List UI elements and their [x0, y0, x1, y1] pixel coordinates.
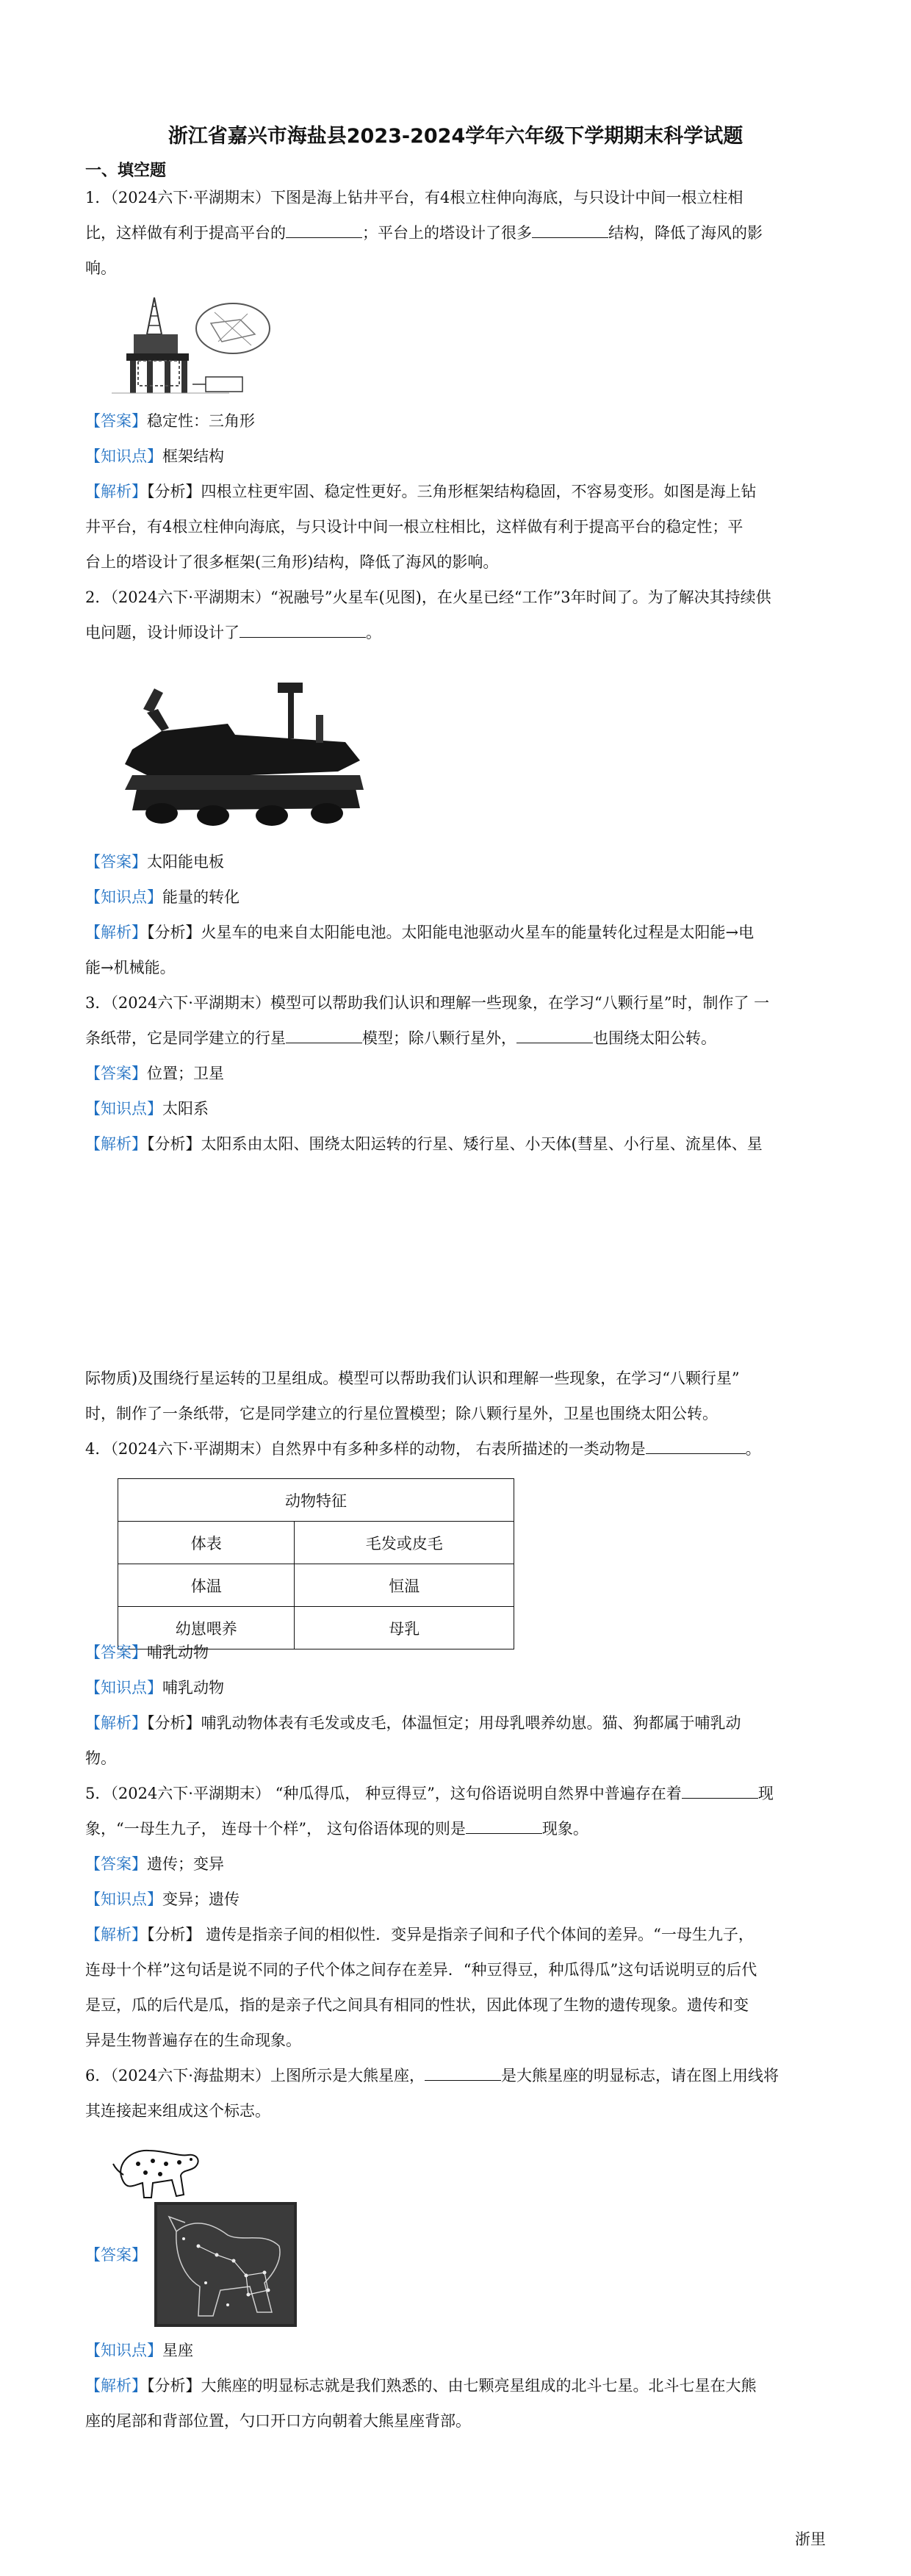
q1-answer: 【答案】稳定性：三角形: [85, 412, 255, 430]
q2-text: 2．（2024六下·平湖期末）“祝融号”火星车(见图)，在火星已经“工作”3年时间了。为了解决其持续供: [85, 589, 771, 606]
q6-point: 【知识点】星座: [85, 2342, 193, 2359]
q6-blank[interactable]: [425, 2064, 501, 2081]
q6-text-2: 其连接起来组成这个标志。: [85, 2102, 270, 2120]
q3-answer: 【答案】位置；卫星: [85, 1065, 224, 1082]
q2-point: 【知识点】能量的转化: [85, 888, 240, 906]
q4-answer: 【答案】哺乳动物: [85, 1644, 209, 1661]
q5-blank-1[interactable]: [682, 1782, 758, 1799]
q2-text-2: 电问题，设计师设计了 。: [85, 621, 826, 644]
q4-analysis-2: 物。: [85, 1749, 116, 1767]
q3-text: 3．（2024六下·平湖期末）模型可以帮助我们认识和理解一些现象，在学习“八颗行星”时，制作了 一: [85, 994, 770, 1012]
q3-blank-2[interactable]: [516, 1026, 593, 1043]
q1-text-2: 比，这样做有利于提高平台的 ；平台上的塔设计了很多 结构，降低了海风的影: [85, 221, 826, 245]
q6-analysis-2: 座的尾部和背部位置，勺口开口方向朝着大熊星座背部。: [85, 2412, 471, 2430]
q2-blank[interactable]: [240, 621, 366, 638]
table-row: 体表 毛发或皮毛: [118, 1522, 514, 1564]
q3-analysis: 【解析】【分析】太阳系由太阳、围绕太阳运转的行星、矮行星、小天体(彗星、小行星、流星体、星: [85, 1135, 763, 1153]
q2-answer: 【答案】太阳能电板: [85, 853, 224, 871]
q5-blank-2[interactable]: [466, 1817, 542, 1834]
mars-rover-image: [118, 680, 367, 830]
q5-analysis-3: 是豆，瓜的后代是瓜，指的是亲子代之间具有相同的性状，因此体现了生物的遗传现象。遗传和变: [85, 1996, 749, 2014]
q3-blank-1[interactable]: [286, 1026, 362, 1043]
q5-text-2: 象，“一母生九子， 连母十个样”， 这句俗语体现的则是 现象。: [85, 1817, 826, 1841]
q5-answer: 【答案】遗传；变异: [85, 1855, 224, 1873]
q6-analysis: 【解析】【分析】大熊座的明显标志就是我们熟悉的、由七颗亮星组成的北斗七星。北斗七星在大熊: [85, 2377, 757, 2395]
q5-analysis-4: 异是生物普遍存在的生命现象。: [85, 2032, 301, 2049]
q4-text: 4．（2024六下·平湖期末）自然界中有多种多样的动物， 右表所描述的一类动物是 。: [85, 1437, 826, 1461]
q5-point: 【知识点】变异；遗传: [85, 1890, 240, 1908]
q5-text: 5．（2024六下·平湖期末） “种瓜得瓜， 种豆得豆”，这句俗语说明自然界中普遍存在着 现: [85, 1782, 826, 1805]
q1-point: 【知识点】框架结构: [85, 447, 224, 465]
page-title: 浙江省嘉兴市海盐县2023-2024学年六年级下学期期末科学试题: [168, 125, 743, 148]
table-row: 幼崽喂养 母乳: [118, 1607, 514, 1649]
q4-point: 【知识点】哺乳动物: [85, 1679, 224, 1697]
bear-drawing-image: [109, 2134, 206, 2205]
table-row: 体温 恒温: [118, 1564, 514, 1607]
page-footer: 浙里: [795, 2530, 826, 2548]
q1-analysis-3: 台上的塔设计了很多框架(三角形)结构，降低了海风的影响。: [85, 553, 499, 571]
q5-analysis: 【解析】【分析】 遗传是指亲子间的相似性．变异是指亲子间和子代个体间的差异。“一母生九子，: [85, 1926, 754, 1943]
q5-analysis-2: 连母十个样”这句话是说不同的子代个体之间存在差异．“种豆得豆，种瓜得瓜”这句话说明豆的后代: [85, 1961, 757, 1979]
animal-features-table: [118, 1478, 514, 1649]
q6-answer-label: 【答案】: [85, 2246, 147, 2264]
table-header: 动物特征: [118, 1479, 514, 1522]
q4-blank[interactable]: [646, 1437, 746, 1454]
q1-analysis: 【解析】【分析】四根立柱更牢固、稳定性更好。三角形框架结构稳固，不容易变形。如图是海上钻: [85, 483, 757, 500]
q3-analysis-2: 际物质)及围绕行星运转的卫星组成。模型可以帮助我们认识和理解一些现象，在学习“八颗行星”: [85, 1370, 740, 1387]
q1-text: 1．（2024六下·平湖期末）下图是海上钻井平台，有4根立柱伸向海底，与只设计中间一根立柱相: [85, 189, 743, 206]
q1-blank-2[interactable]: [532, 221, 608, 238]
oil-platform-image: [112, 290, 275, 400]
q2-analysis: 【解析】【分析】火星车的电来自太阳能电池。太阳能电池驱动火星车的能量转化过程是太阳能→电: [85, 924, 755, 941]
q1-text-3: 响。: [85, 259, 116, 277]
section-heading: 一、填空题: [85, 162, 167, 180]
q1-blank-1[interactable]: [286, 221, 362, 238]
q4-analysis: 【解析】【分析】哺乳动物体表有毛发或皮毛，体温恒定；用母乳喂养幼崽。猫、狗都属于哺乳动: [85, 1714, 741, 1732]
q2-analysis-2: 能→机械能。: [85, 959, 176, 976]
q3-point: 【知识点】太阳系: [85, 1100, 209, 1118]
q3-text-2: 条纸带，它是同学建立的行星 模型；除八颗行星外， 也围绕太阳公转。: [85, 1026, 826, 1050]
q6-text: 6．（2024六下·海盐期末）上图所示是大熊星座， 是大熊星座的明显标志，请在图上用线将: [85, 2064, 826, 2087]
q3-analysis-3: 时，制作了一条纸带，它是同学建立的行星位置模型；除八颗行星外，卫星也围绕太阳公转。: [85, 1405, 718, 1422]
ursa-major-image: [154, 2202, 297, 2327]
q1-analysis-2: 井平台，有4根立柱伸向海底，与只设计中间一根立柱相比，这样做有利于提高平台的稳定性；平: [85, 518, 743, 536]
